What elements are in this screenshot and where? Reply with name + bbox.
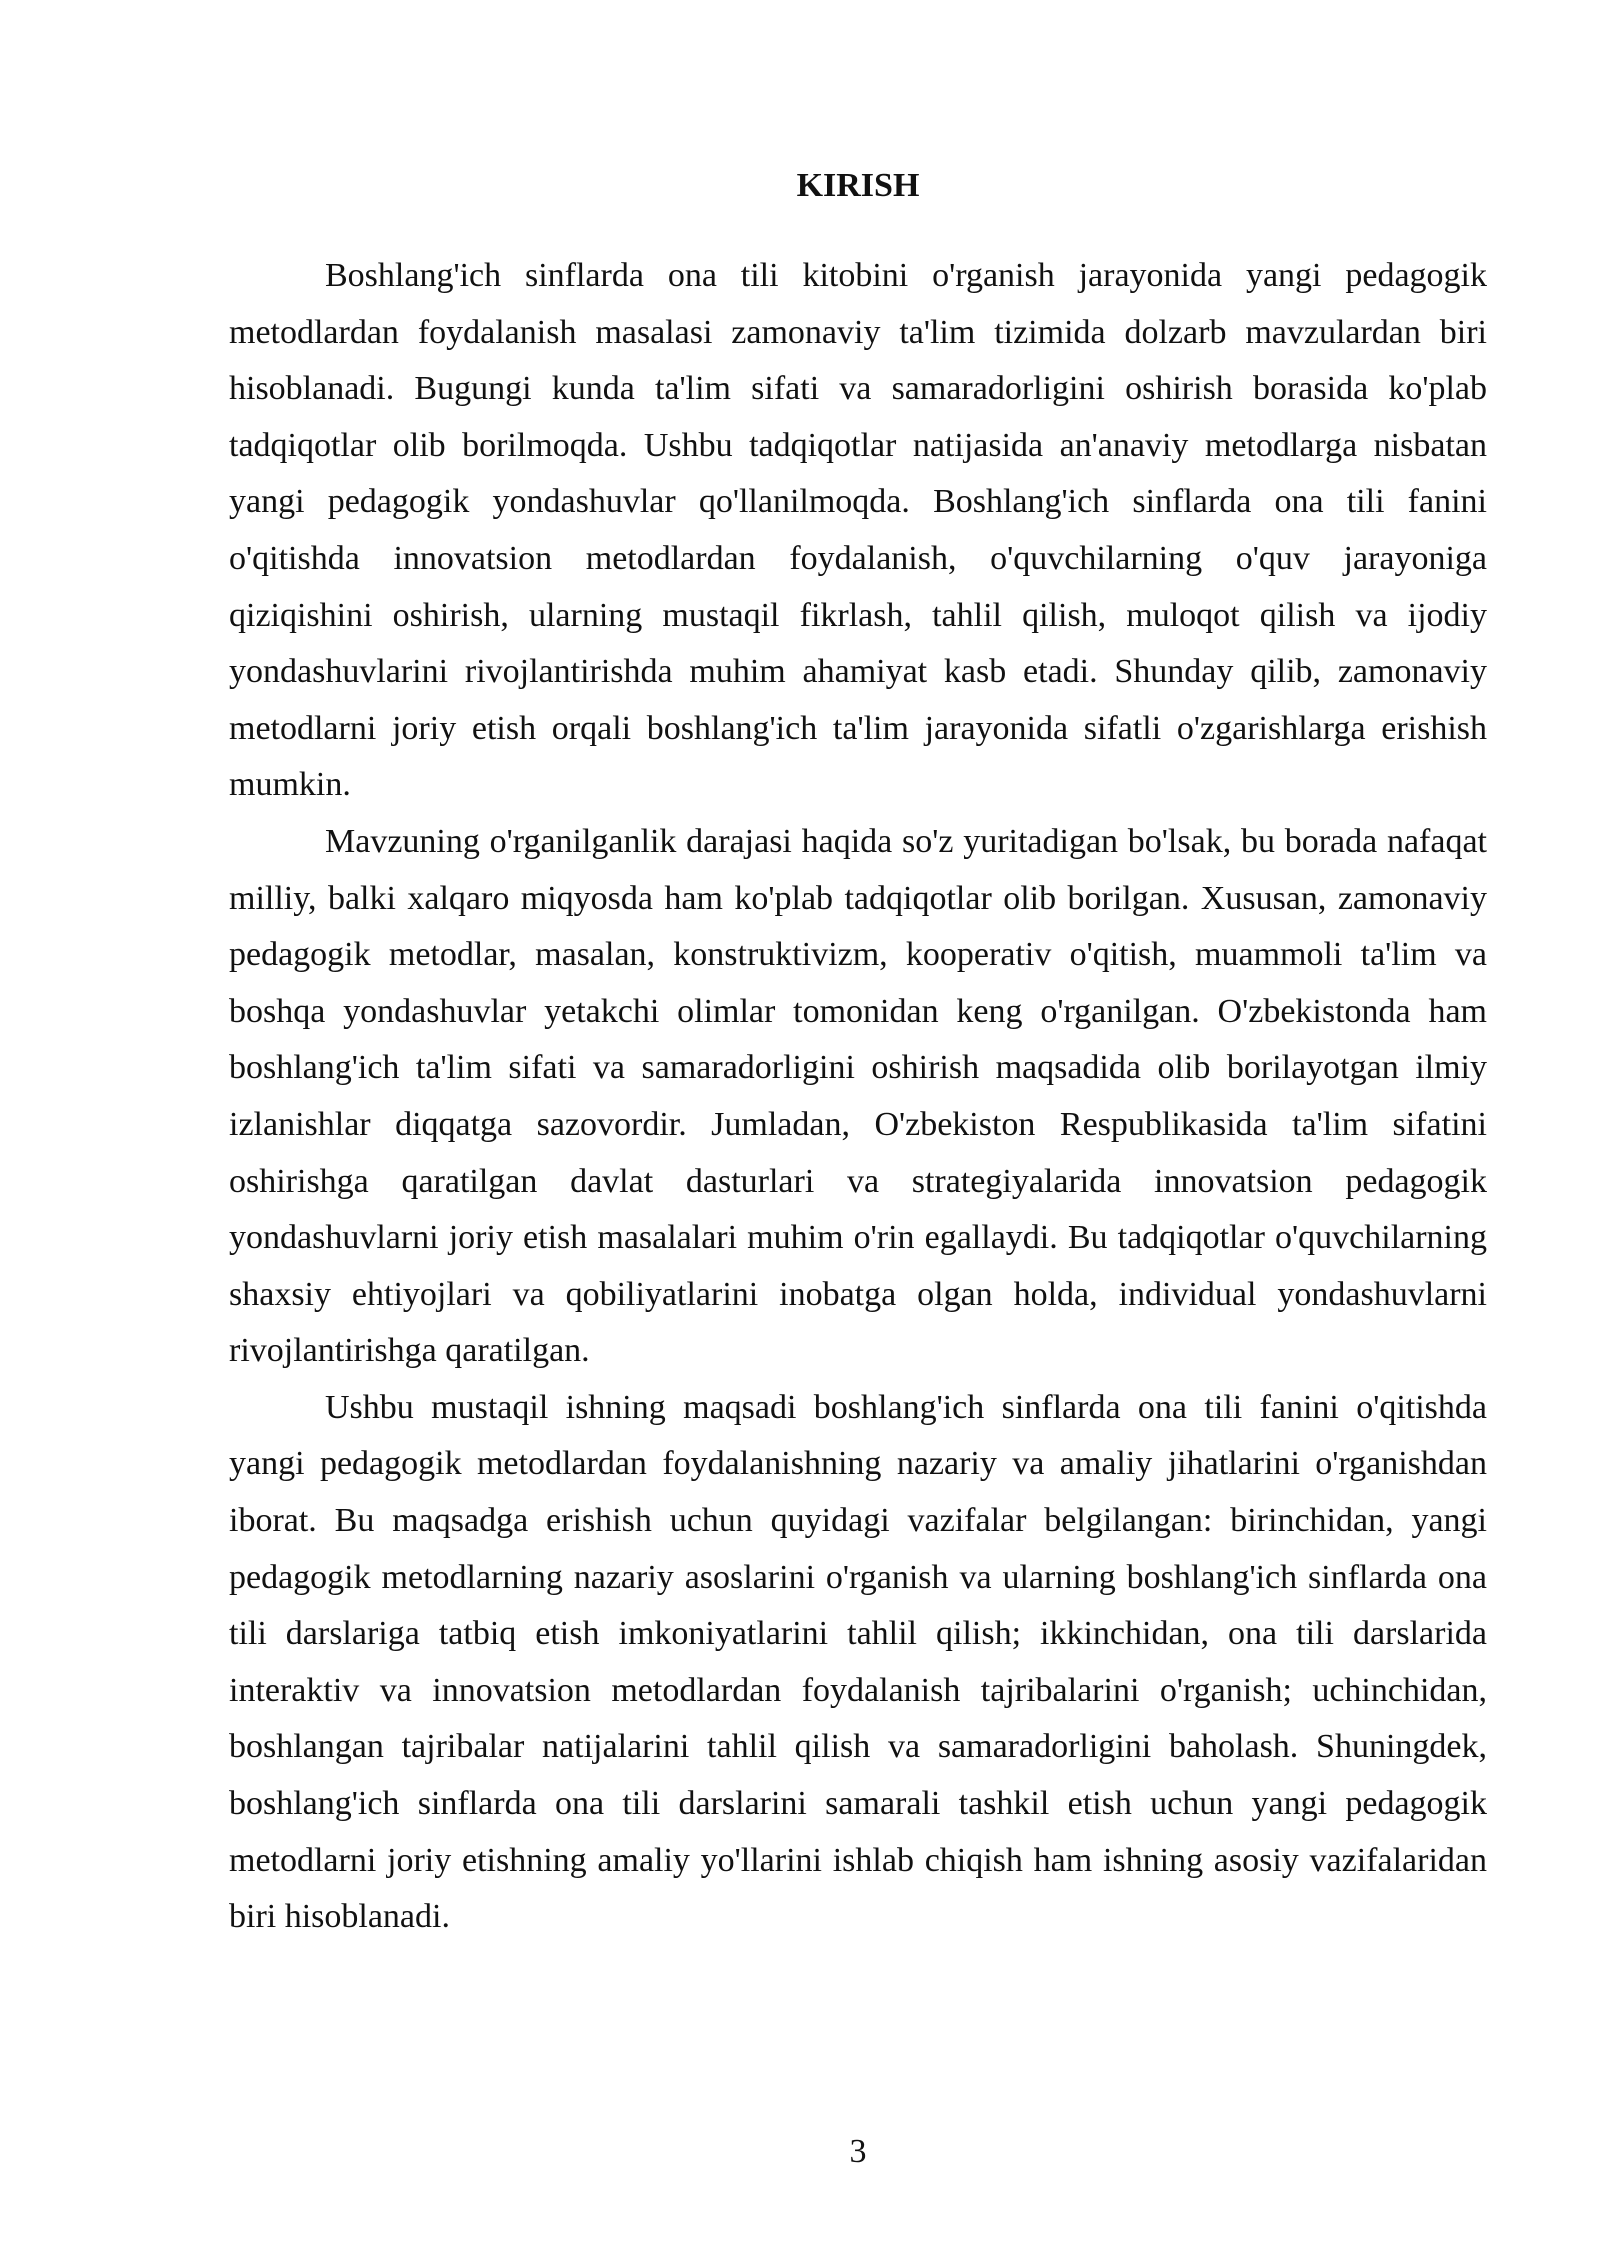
paragraph-introduction: Boshlang'ich sinflarda ona tili kitobini o'rganish jarayonida yangi pedagogik metodlardan foydalanish masalasi zamonaviy ta'lim tizimida dolzarb mavzulardan biri hisoblanadi. Bugungi kunda ta'lim sifati va samaradorligini oshirish borasida ko'plab tadqiqotlar olib borilmoqda. Ushbu tadqiqotlar natijasida an'anaviy metodlarga nisbatan yangi pedagogik yondashuvlar qo'llanilmoqda. Boshlang'ich sinflarda ona tili fanini o'qitishda innovatsion metodlardan foydalanish, o'quvchilarning o'quv jarayoniga qiziqishini oshirish, ularning mustaqil fikrlash, tahlil qilish, muloqot qilish va ijodiy yondashuvlarini rivojlantirishda muhim ahamiyat kasb etadi. Shunday qilib, zamonaviy metodlarni joriy etish orqali boshlang'ich ta'lim jarayonida sifatli o'zgarishlarga erishish mumkin. bbox=[229, 257, 1487, 804]
page-title: KIRISH bbox=[796, 167, 920, 204]
paragraph-goals-and-tasks: Ushbu mustaqil ishning maqsadi boshlang'ich sinflarda ona tili fanini o'qitishda yangi pedagogik metodlardan foydalanishning nazariy va amaliy jihatlarini o'rganishdan iborat. Bu maqsadga erishish uchun quyidagi vazifalar belgilangan: birinchidan, yangi pedagogik metodlarning nazariy asoslarini o'rganish va ularning boshlang'ich sinflarda ona tili darslariga tatbiq etish imkoniyatlarini tahlil qilish; ikkinchidan, ona tili darslarida interaktiv va innovatsion metodlardan foydalanish tajribalarini o'rganish; uchinchidan, boshlangan tajribalar natijalarini tahlil qilish va samaradorligini baholash. Shuningdek, boshlang'ich sinflarda ona tili darslarini samarali tashkil etish uchun yangi pedagogik metodlarni joriy etishning amaliy yo'llarini ishlab chiqish ham ishning asosiy vazifalaridan biri hisoblanadi. bbox=[229, 1388, 1487, 1936]
body-text bbox=[229, 248, 1487, 1946]
page-number: 3 bbox=[849, 2133, 867, 2170]
paragraph-research-status: Mavzuning o'rganilganlik darajasi haqida so'z yuritadigan bo'lsak, bu borada nafaqat milliy, balki xalqaro miqyosda ham ko'plab tadqiqotlar olib borilgan. Xususan, zamonaviy pedagogik metodlar, masalan, konstruktivizm, kooperativ o'qitish, muammoli ta'lim va boshqa yondashuvlar yetakchi olimlar tomonidan keng o'rganilgan. O'zbekistonda ham boshlang'ich ta'lim sifati va samaradorligini oshirish maqsadida olib borilayotgan ilmiy izlanishlar diqqatga sazovordir. Jumladan, O'zbekiston Respublikasida ta'lim sifatini oshirishga qaratilgan davlat dasturlari va strategiyalarida innovatsion pedagogik yondashuvlarni joriy etish masalalari muhim o'rin egallaydi. Bu tadqiqotlar o'quvchilarning shaxsiy ehtiyojlari va qobiliyatlarini inobatga olgan holda, individual yondashuvlarni rivojlantirishga qaratilgan. bbox=[229, 822, 1487, 1370]
